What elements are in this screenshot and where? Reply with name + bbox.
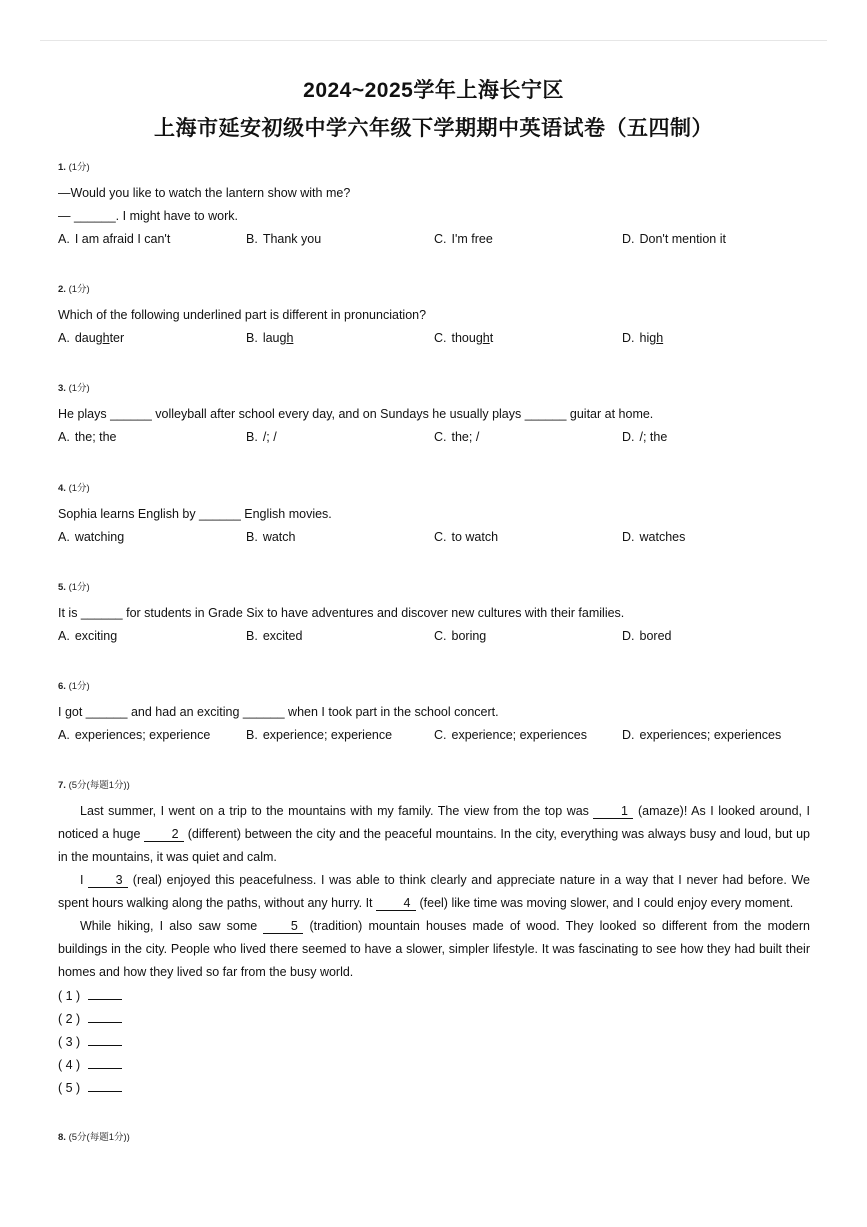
option-b[interactable]: B. /; / bbox=[246, 430, 277, 444]
passage-paragraph-2: I 3 (real) enjoyed this peacefulness. I was able to think clearly and appreciate nature in a way that I never had before. We spent hours walking along the paths, without any hurry. It 4 (feel) like time was moving slower, and I could enjoy every moment. bbox=[58, 873, 810, 910]
top-divider bbox=[40, 40, 827, 41]
option-c[interactable]: C. to watch bbox=[434, 530, 499, 544]
blank-1[interactable]: 1 bbox=[593, 804, 633, 819]
question-5-header: 5. (1分) bbox=[58, 582, 90, 593]
answer-line-5[interactable]: ( 5 ) bbox=[58, 1080, 122, 1095]
question-1-header: 1. (1分) bbox=[58, 162, 90, 173]
option-d[interactable]: D. bored bbox=[622, 629, 672, 643]
option-c[interactable]: C. thought bbox=[434, 331, 494, 345]
question-7-passage bbox=[58, 800, 810, 984]
option-c[interactable]: C. the; / bbox=[434, 430, 480, 444]
answer-line-4[interactable]: ( 4 ) bbox=[58, 1057, 122, 1072]
blank-5[interactable]: 5 bbox=[263, 919, 303, 934]
question-8-header: 8. (5分(每题1分)) bbox=[58, 1132, 130, 1143]
option-a[interactable]: A. exciting bbox=[58, 629, 118, 643]
option-a[interactable]: A. watching bbox=[58, 530, 125, 544]
blank-3[interactable]: 3 bbox=[88, 873, 128, 888]
question-4-options bbox=[58, 530, 818, 548]
option-d[interactable]: D. watches bbox=[622, 530, 686, 544]
question-4-stem: Sophia learns English by ______ English movies. bbox=[58, 507, 332, 521]
answer-line-2[interactable]: ( 2 ) bbox=[58, 1011, 122, 1026]
option-b[interactable]: B. Thank you bbox=[246, 232, 322, 246]
option-b[interactable]: B. excited bbox=[246, 629, 303, 643]
option-b[interactable]: B. watch bbox=[246, 530, 296, 544]
blank-2[interactable]: 2 bbox=[144, 827, 184, 842]
question-1-stem-2: — ______. I might have to work. bbox=[58, 209, 238, 223]
exam-title-line1: 2024~2025学年上海长宁区 bbox=[303, 79, 564, 102]
option-d[interactable]: D. high bbox=[622, 331, 664, 345]
option-b[interactable]: B. laugh bbox=[246, 331, 294, 345]
question-6-stem: I got ______ and had an exciting ______ when I took part in the school concert. bbox=[58, 705, 499, 719]
answer-line-3[interactable]: ( 3 ) bbox=[58, 1034, 122, 1049]
answer-line-1[interactable]: ( 1 ) bbox=[58, 988, 122, 1003]
option-a[interactable]: A. the; the bbox=[58, 430, 117, 444]
option-b[interactable]: B. experience; experience bbox=[246, 728, 393, 742]
question-1-options bbox=[58, 232, 818, 250]
question-2-stem: Which of the following underlined part is different in pronunciation? bbox=[58, 308, 427, 322]
passage-paragraph-3: While hiking, I also saw some 5 (tradition) mountain houses made of wood. They looked so different from the modern buildings in the city. People who lived there seemed to have a slower, simpler lifestyle. It was fascinating to see how they had built their homes and how they lived so far from the busy world. bbox=[58, 919, 810, 979]
question-3-stem: He plays ______ volleyball after school every day, and on Sundays he usually plays ______ guitar at home. bbox=[58, 407, 654, 421]
question-3-header: 3. (1分) bbox=[58, 383, 90, 394]
option-c[interactable]: C. boring bbox=[434, 629, 487, 643]
blank-4[interactable]: 4 bbox=[376, 896, 416, 911]
question-4-header: 4. (1分) bbox=[58, 483, 90, 494]
question-2-options bbox=[58, 331, 818, 349]
exam-title-line2: 上海市延安初级中学六年级下学期期中英语试卷（五四制） bbox=[154, 117, 713, 140]
option-d[interactable]: D. Don't mention it bbox=[622, 232, 726, 246]
question-5-options bbox=[58, 629, 818, 647]
passage-paragraph-1: Last summer, I went on a trip to the mountains with my family. The view from the top was 1 (amaze)! As I looked around, I noticed a huge 2 (different) between the city and the peaceful mountains. In the city, everything was always busy and loud, but up in the mountains, it was quiet and calm. bbox=[58, 804, 810, 864]
question-6-header: 6. (1分) bbox=[58, 681, 90, 692]
question-2-header: 2. (1分) bbox=[58, 284, 90, 295]
question-1-stem: —Would you like to watch the lantern show with me? bbox=[58, 186, 351, 200]
option-d[interactable]: D. experiences; experiences bbox=[622, 728, 782, 742]
option-d[interactable]: D. /; the bbox=[622, 430, 668, 444]
option-c[interactable]: C. I'm free bbox=[434, 232, 493, 246]
question-5-stem: It is ______ for students in Grade Six to have adventures and discover new cultures with their families. bbox=[58, 606, 625, 620]
option-c[interactable]: C. experience; experiences bbox=[434, 728, 587, 742]
question-7-header: 7. (5分(每题1分)) bbox=[58, 780, 130, 791]
option-a[interactable]: A. daughter bbox=[58, 331, 125, 345]
question-6-options bbox=[58, 728, 818, 746]
option-a[interactable]: A. I am afraid I can't bbox=[58, 232, 171, 246]
question-3-options bbox=[58, 430, 818, 448]
option-a[interactable]: A. experiences; experience bbox=[58, 728, 211, 742]
